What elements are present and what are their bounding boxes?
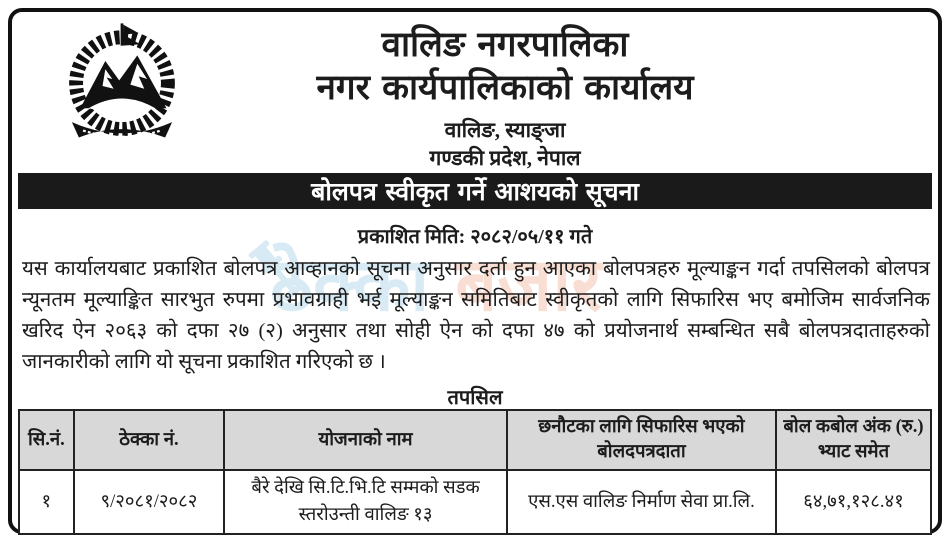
address-line-1: वालिङ, स्याङ्जा <box>444 118 566 142</box>
header-bid-amount: बोल कबोल अंक (रु.) भ्याट समेत <box>776 410 931 470</box>
header-project-name: योजनाको नाम <box>224 410 507 470</box>
notice-title-banner: बोलपत्र स्वीकृत गर्ने आशयको सूचना <box>18 173 932 209</box>
published-date: प्रकाशित मिति: २०८२/०५/११ गते <box>357 226 593 248</box>
table-heading: तपसिल <box>447 387 503 409</box>
table-header-row <box>19 410 931 470</box>
watermark-word-1: ठेक्का <box>270 242 430 328</box>
header-serial-no: सि.नं. <box>19 410 74 470</box>
cell-contract-no: ९/२०८१/२०८२ <box>74 470 224 534</box>
notice-body-paragraph: यस कार्यालयबाट प्रकाशित बोलपत्र आव्हानको सूचना अनुसार दर्ता हुन आएका बोलपत्रहरु मूल्याङ्कन गर्दा तपसिलको बोलपत्र न्यूनतम मूल्याङ्कित सारभुत रुपमा प्रभावग्राही भई मूल्याङ्कन समितिबाट स्वीकृतको लागि सिफारिस भए बमोजिम सार्वजनिक खरिद ऐन २०६३ को दफा २७ (२) अनुसार तथा सोही ऐन को दफा ४७ को प्रयोजनार्थ सम्बन्धित सबै बोलपत्रदाताहरुको जानकारीको लागि यो सूचना प्रकाशित गरिएको छ । <box>22 258 930 373</box>
cell-serial-no: १ <box>19 470 74 534</box>
table-row <box>19 470 931 534</box>
cell-recommended-bidder: एस.एस वालिङ निर्माण सेवा प्रा.लि. <box>507 470 776 534</box>
header-contract-no: ठेक्का नं. <box>74 410 224 470</box>
organization-name: वालिङ नगरपालिका <box>381 25 629 65</box>
header-recommended-bidder: छनौटका लागि सिफारिस भएको बोलदपत्रदाता <box>507 410 776 470</box>
office-name: नगर कार्यपालिकाको कार्यालय <box>316 68 694 108</box>
cell-bid-amount: ६४,७१,१२८.४१ <box>776 470 931 534</box>
watermark-word-2: बजार <box>455 242 602 328</box>
cell-project-name: बैरे देखि सि.टि.भि.टि सम्मको सडक स्तरोउन्ती वालिङ १३ <box>224 470 507 534</box>
masthead <box>120 24 890 173</box>
tender-table <box>18 409 932 535</box>
address-line-2: गण्डकी प्रदेश, नेपाल <box>429 146 581 170</box>
